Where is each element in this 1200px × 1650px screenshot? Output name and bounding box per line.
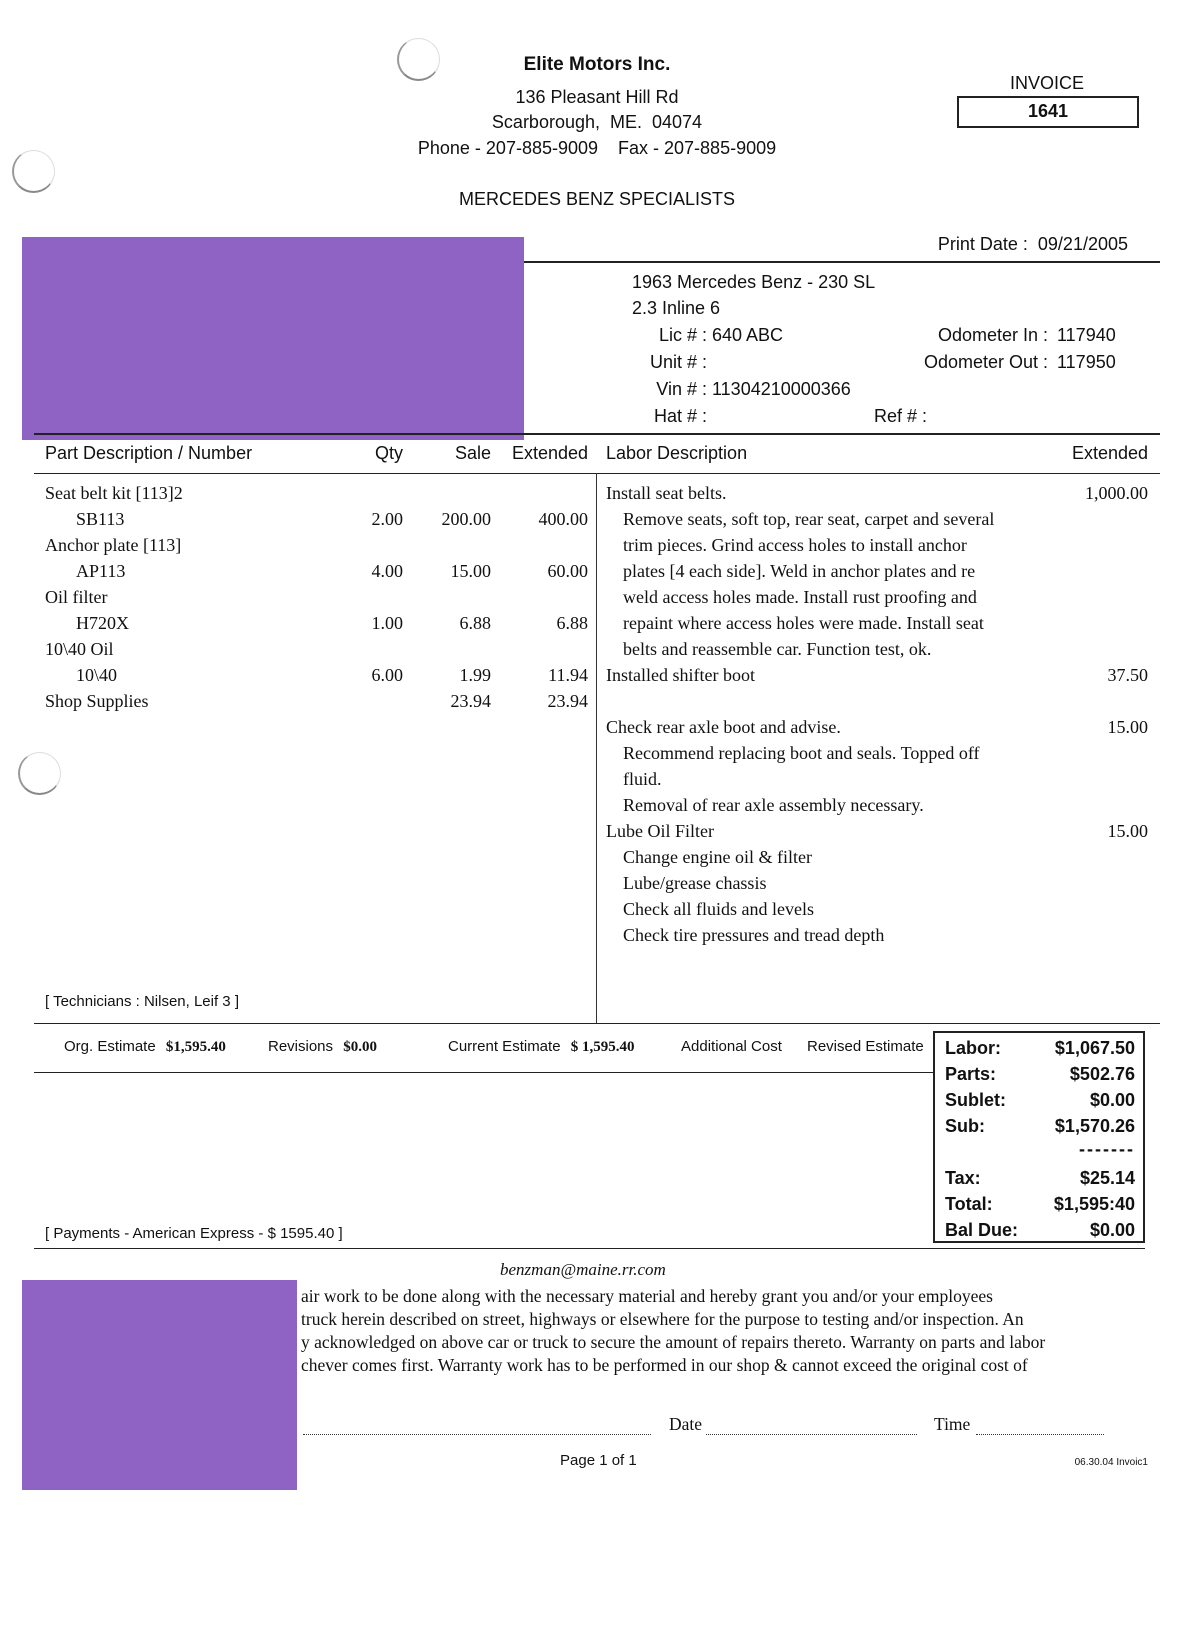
company-phone-fax: Phone - 207-885-9009 Fax - 207-885-9009 [417,138,777,158]
org-estimate-value: $1,595.40 [165,1039,226,1055]
labor-description: Installed shifter boot [606,665,755,685]
totals-total [945,1194,1135,1220]
unit-label: Unit # : [649,352,707,372]
columns-rule [34,473,1160,474]
totals-total-value: $1,595:40 [1053,1194,1135,1214]
table-row [0,665,596,691]
revisions [268,1038,377,1056]
org-estimate-label: Org. Estimate [64,1038,156,1055]
labor-row [598,613,1150,639]
part-number: SB113 [76,509,125,529]
parts-header-description: Part Description / Number [45,443,253,463]
lic-value: 640 ABC [712,325,784,345]
labor-description: Check all fluids and levels [623,899,814,919]
odometer-in-value: 117940 [1057,325,1116,345]
part-extended: 400.00 [538,509,588,529]
totals-sub-value: $1,570.26 [1054,1116,1135,1136]
company-address-line2: Scarborough, ME. 04074 [491,112,703,132]
company-address-line1: 136 Pleasant Hill Rd [515,87,679,107]
part-number: H720X [76,613,129,633]
parts-header-extended: Extended [511,443,588,463]
vin-value: 11304210000366 [712,379,851,399]
totals-parts-label: Parts: [945,1064,997,1084]
current-estimate-value: $ 1,595.40 [570,1039,635,1055]
estimates-rule [34,1072,934,1073]
labor-description: belts and reassemble car. Function test, ok. [623,639,932,659]
terms-line-2: truck herein described on street, highways or elsewhere for the purpose to testing and/or inspection. An [301,1309,1024,1329]
labor-description: weld access holes made. Install rust proofing and [623,587,977,607]
vehicle-rule [34,433,1160,435]
labor-extended: 37.50 [1107,665,1148,685]
part-sale: 200.00 [441,509,491,529]
odometer-out-label: Odometer Out : [923,352,1048,372]
labor-description: Remove seats, soft top, rear seat, carpet and several [623,509,995,529]
table-row [0,535,596,561]
date-line [706,1434,917,1435]
redacted-authorization-block [22,1280,297,1490]
invoice-number: 1641 [1027,101,1069,121]
part-sale: 1.99 [459,665,491,685]
terms-line-4: chever comes first. Warranty work has to be performed in our shop & cannot exceed the original cost of [301,1355,1028,1375]
totals-parts-value: $502.76 [1069,1064,1135,1084]
labor-row [598,769,1150,795]
table-row [0,483,596,509]
part-extended: 60.00 [547,561,588,581]
labor-description: trim pieces. Grind access holes to install anchor [623,535,967,555]
labor-description: Lube Oil Filter [606,821,714,841]
part-sale: 23.94 [450,691,491,711]
part-qty: 4.00 [371,561,403,581]
parts-header-qty: Qty [374,443,403,463]
totals-bottom-rule [34,1248,1145,1249]
revisions-value: $0.00 [343,1039,377,1055]
table-row [0,691,596,717]
table-row [0,561,596,587]
labor-row [598,691,1150,717]
labor-header-description: Labor Description [606,443,748,463]
labor-extended: 15.00 [1107,821,1148,841]
time-line [976,1434,1104,1435]
time-label: Time [934,1414,971,1434]
labor-description: Check tire pressures and tread depth [623,925,885,945]
org-estimate [64,1038,226,1056]
part-description: Oil filter [45,587,108,607]
totals-tax-value: $25.14 [1079,1168,1135,1188]
revised-estimate-label: Revised Estimate [807,1038,924,1055]
part-sale: 6.88 [459,613,491,633]
table-row [0,613,596,639]
labor-row [598,925,1150,951]
date-label: Date [669,1414,703,1434]
header-rule [520,261,1160,263]
labor-description: Change engine oil & filter [623,847,812,867]
parts-labor-divider [596,473,597,1023]
payments-note: [ Payments - American Express - $ 1595.40 ] [45,1225,343,1242]
part-extended: 23.94 [547,691,588,711]
part-description: Shop Supplies [45,691,149,711]
current-estimate-label: Current Estimate [448,1038,561,1055]
totals-labor-label: Labor: [945,1038,1001,1058]
labor-row [598,873,1150,899]
part-number: 10\40 [76,665,118,685]
table-row [0,509,596,535]
part-number: AP113 [76,561,126,581]
totals-sublet-label: Sublet: [945,1090,1006,1110]
totals-separator-dashes: ------- [1079,1139,1135,1159]
parts-header-sale: Sale [454,443,491,463]
labor-row [598,847,1150,873]
page-number: Page 1 of 1 [560,1452,637,1469]
shop-email: benzman@maine.rr.com [500,1260,666,1279]
signature-line [303,1434,651,1435]
part-description: 10\40 Oil [45,639,114,659]
company-specialty: MERCEDES BENZ SPECIALISTS [458,189,736,209]
totals-sublet-value: $0.00 [1089,1090,1135,1110]
labor-extended: 1,000.00 [1085,483,1148,503]
labor-description: repaint where access holes were made. Install seat [623,613,984,633]
totals-labor [945,1038,1135,1064]
totals-sub-label: Sub: [945,1116,985,1136]
labor-row [598,509,1150,535]
labor-description: Lube/grease chassis [623,873,767,893]
redacted-customer-block [22,237,524,440]
part-extended: 11.94 [548,665,588,685]
labor-row [598,717,1150,743]
company-name: Elite Motors Inc. [523,54,671,75]
totals-separator [945,1139,1135,1165]
totals-labor-value: $1,067.50 [1054,1038,1135,1058]
lic-label: Lic # : [658,325,707,345]
current-estimate [448,1038,634,1056]
labor-row [598,743,1150,769]
labor-description: plates [4 each side]. Weld in anchor plates and re [623,561,976,581]
totals-balance-due-value: $0.00 [1089,1220,1135,1240]
totals-balance-due-label: Bal Due: [945,1220,1019,1240]
labor-row [598,561,1150,587]
totals-sublet [945,1090,1135,1116]
table-row [0,587,596,613]
totals-total-label: Total: [945,1194,993,1214]
body-bottom-rule [34,1023,1160,1024]
ref-label: Ref # : [874,406,928,426]
labor-row [598,639,1150,665]
labor-extended: 15.00 [1107,717,1148,737]
totals-tax-label: Tax: [945,1168,981,1188]
labor-description: Recommend replacing boot and seals. Topped off [623,743,980,763]
invoice-label: INVOICE [1009,73,1084,93]
table-row [0,639,596,665]
labor-description: Check rear axle boot and advise. [606,717,841,737]
totals-tax [945,1168,1135,1194]
part-description: Anchor plate [113] [45,535,182,555]
labor-row [598,899,1150,925]
additional-cost-label: Additional Cost [681,1038,782,1055]
totals-box [933,1031,1145,1243]
labor-row [598,821,1150,847]
labor-description: Install seat belts. [606,483,727,503]
labor-row [598,483,1150,509]
labor-description: Removal of rear axle assembly necessary. [623,795,924,815]
part-description: Seat belt kit [113]2 [45,483,183,503]
labor-row [598,535,1150,561]
form-code: 06.30.04 Invoic1 [1074,1457,1148,1468]
labor-description: fluid. [623,769,662,789]
labor-row [598,665,1150,691]
terms-line-1: air work to be done along with the necessary material and hereby grant you and/or your employees [301,1286,993,1306]
part-sale: 15.00 [450,561,491,581]
revisions-label: Revisions [268,1038,334,1055]
vehicle-model: 1963 Mercedes Benz - 230 SL [632,272,876,292]
part-extended: 6.88 [556,613,588,633]
totals-balance-due [945,1220,1135,1246]
vin-label: Vin # : [656,379,707,399]
hat-label: Hat # : [653,406,707,426]
part-qty: 2.00 [371,509,403,529]
labor-row [598,795,1150,821]
print-date: Print Date : 09/21/2005 [937,234,1128,254]
totals-parts [945,1064,1135,1090]
terms-line-3: y acknowledged on above car or truck to secure the amount of repairs thereto. Warranty on parts and labor [301,1332,1046,1352]
part-qty: 1.00 [371,613,403,633]
labor-header-extended: Extended [1071,443,1148,463]
punch-hole-left-bottom [18,752,61,795]
odometer-in-label: Odometer In : [937,325,1048,345]
labor-row [598,587,1150,613]
vehicle-engine: 2.3 Inline 6 [632,298,721,318]
odometer-out-value: 117950 [1057,352,1116,372]
part-qty: 6.00 [371,665,403,685]
technicians-note: [ Technicians : Nilsen, Leif 3 ] [45,993,239,1010]
